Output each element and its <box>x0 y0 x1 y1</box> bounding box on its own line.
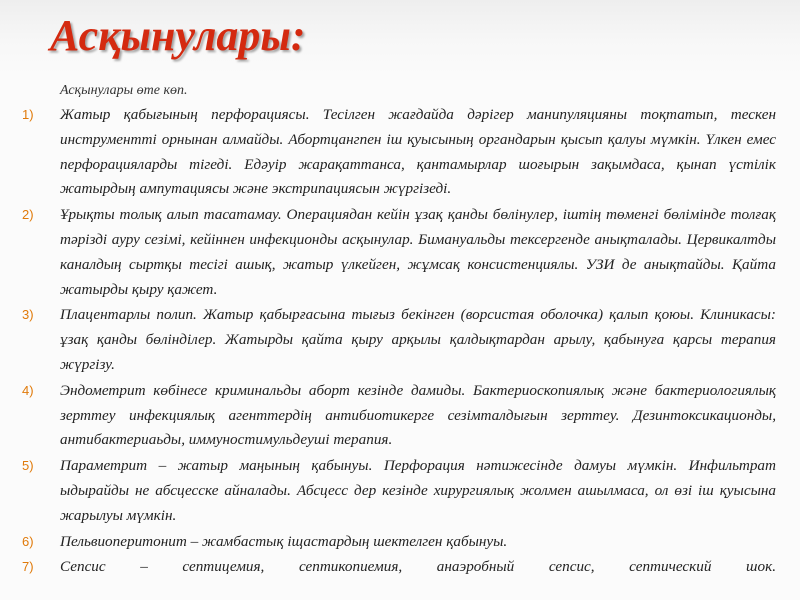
list-item-number: 3) <box>22 307 34 323</box>
list-item-text: Пельвиоперитонит – жамбастық іщастардың шектелген қабынуы. <box>60 532 508 550</box>
list-item-number: 1) <box>22 107 34 122</box>
list-item-text: Ұрықты толық алып тасатамау. Операциядан кейін ұзақ қанды бөлінулер, іштің төменгі бөлімінде толғақ тәрізді ауру сезімі, кейіннен инфекционды асқынулар. Бимануальды тексергенде анықталады. Цервикалтды каналдың сыртқы тесігі ашық, жатыр үлкейген, жұмсақ консистенциялы. УЗИ де анықтайды. Қайта жатырды қыру қажет. <box>60 206 776 298</box>
list-item <box>22 379 776 453</box>
list-item-number: 4) <box>22 382 34 398</box>
slide-title: Асқынулары: <box>50 11 306 60</box>
slide-content <box>22 80 776 580</box>
list-item <box>22 555 776 580</box>
list-item-text: Сепсис – септицемия, септикопиемия, анаэробный сепсис, септический шок. <box>60 558 776 576</box>
title-bar <box>0 0 800 74</box>
list-item-text: Плацентарлы полип. Жатыр қабырғасына тығыз бекінген (ворсистая оболочка) қалып қоюы. Клиникасы: ұзақ қанды бөлінділер. Жатырды қайта қыру арқылы қалдықтардан арылу, қабынуға қарсы терапия жүргізу. <box>60 306 776 373</box>
list-item <box>22 530 776 555</box>
list-item-text: Параметрит – жатыр маңының қабынуы. Перфорация нәтижесінде дамуы мүмкін. Инфильтрат ыдырайды не абсцесске айналады. Абсцесс дер кезінде хирургиялық жолмен ашылмаса, ол өзі іш қуысына жарылуы мүмкін. <box>60 457 776 524</box>
list-item <box>22 103 776 202</box>
list-item-text: Жатыр қабығының перфорациясы. Тесілген жағдайда дәрігер манипуляцияны тоқтатып, тескен инструментті орнынан алмайды. Абортцангпен іш қуысының органдарын қысып қалуы мүмкін. Үлкен емес перфорацияларды тігеді. Едәуір жарақаттанса, қантамырлар шоғырын зақымдаса, қынап үстілік жатырдың ампутациясы және экстрипациясын жүргізеді. <box>60 106 776 198</box>
list-item-number: 5) <box>22 458 34 474</box>
list-item <box>22 454 776 528</box>
intro-text: Асқынулары өте көп. <box>60 83 188 98</box>
list-item <box>22 203 776 302</box>
list-item-number: 7) <box>22 559 34 575</box>
list-item-number: 6) <box>22 533 34 549</box>
list-item <box>22 303 776 377</box>
complications-list <box>22 103 776 580</box>
list-item-text: Эндометрит көбінесе криминальды аборт кезінде дамиды. Бактериоскопиялық және бактериологиялық зерттеу инфекциялық агенттердің антибиотикерге сезімталдығын зерттеу. Дезинтоксикационды, антибактериаьды, иммуностимульдеуші терапия. <box>60 381 776 449</box>
list-item-number: 2) <box>22 207 34 223</box>
